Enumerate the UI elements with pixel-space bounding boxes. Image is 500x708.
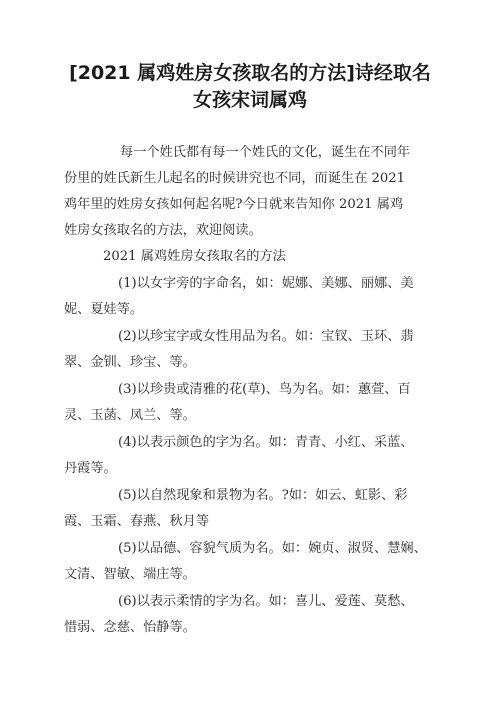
title-line-2: 女孩宋词属鸡 — [192, 89, 307, 111]
list-item: (5)以自然现象和景物为名。?如：如云、虹影、彩 — [118, 488, 408, 503]
list-item-continuation: 文清、智敏、端庄等。 — [64, 567, 196, 582]
list-item: (6)以表示柔情的字为名。如：喜儿、爱莲、莫愁、 — [118, 594, 414, 609]
list-item: (1)以女字旁的字命名，如：妮娜、美娜、丽娜、美 — [118, 276, 414, 291]
list-item-continuation: 霞、玉霜、春燕、秋月等 — [64, 514, 210, 529]
title-line-1: [2021 属鸡姓房女孩取名的方法]诗经取名 — [69, 62, 431, 84]
list-item-continuation: 妮、夏娃等。 — [64, 302, 144, 317]
list-item: (2)以珍宝字或女性用品为名。如：宝钗、玉环、翡 — [118, 329, 414, 344]
intro-line: 鸡年里的姓房女孩如何起名呢?今日就来告知你 2021 属鸡 — [64, 197, 404, 212]
list-item: (5)以品德、容貌气质为名。如：婉贞、淑贤、慧娴、 — [118, 541, 427, 556]
intro-line: 姓房女孩取名的方法，欢迎阅读。 — [64, 223, 262, 238]
list-item-continuation: 惜弱、念慈、怡静等。 — [64, 620, 196, 635]
list-item-continuation: 灵、玉菡、凤兰、等。 — [64, 408, 196, 423]
list-item: (4)以表示颜色的字为名。如：青青、小红、采蓝、 — [118, 435, 414, 450]
list-item-continuation: 丹霞等。 — [64, 461, 117, 476]
intro-line: 每一个姓氏都有每一个姓氏的文化，诞生在不同年 — [120, 145, 411, 160]
intro-line: 份里的姓氏新生儿起名的时候讲究也不同，而诞生在 2021 — [64, 171, 406, 186]
list-item: (3)以珍贵或清雅的花(草)、鸟为名。如：蕙萱、百 — [118, 382, 411, 397]
section-heading: 2021 属鸡姓房女孩取名的方法 — [103, 249, 286, 264]
list-item-continuation: 翠、金钏、珍宝、等。 — [64, 355, 196, 370]
article-title — [60, 60, 440, 114]
